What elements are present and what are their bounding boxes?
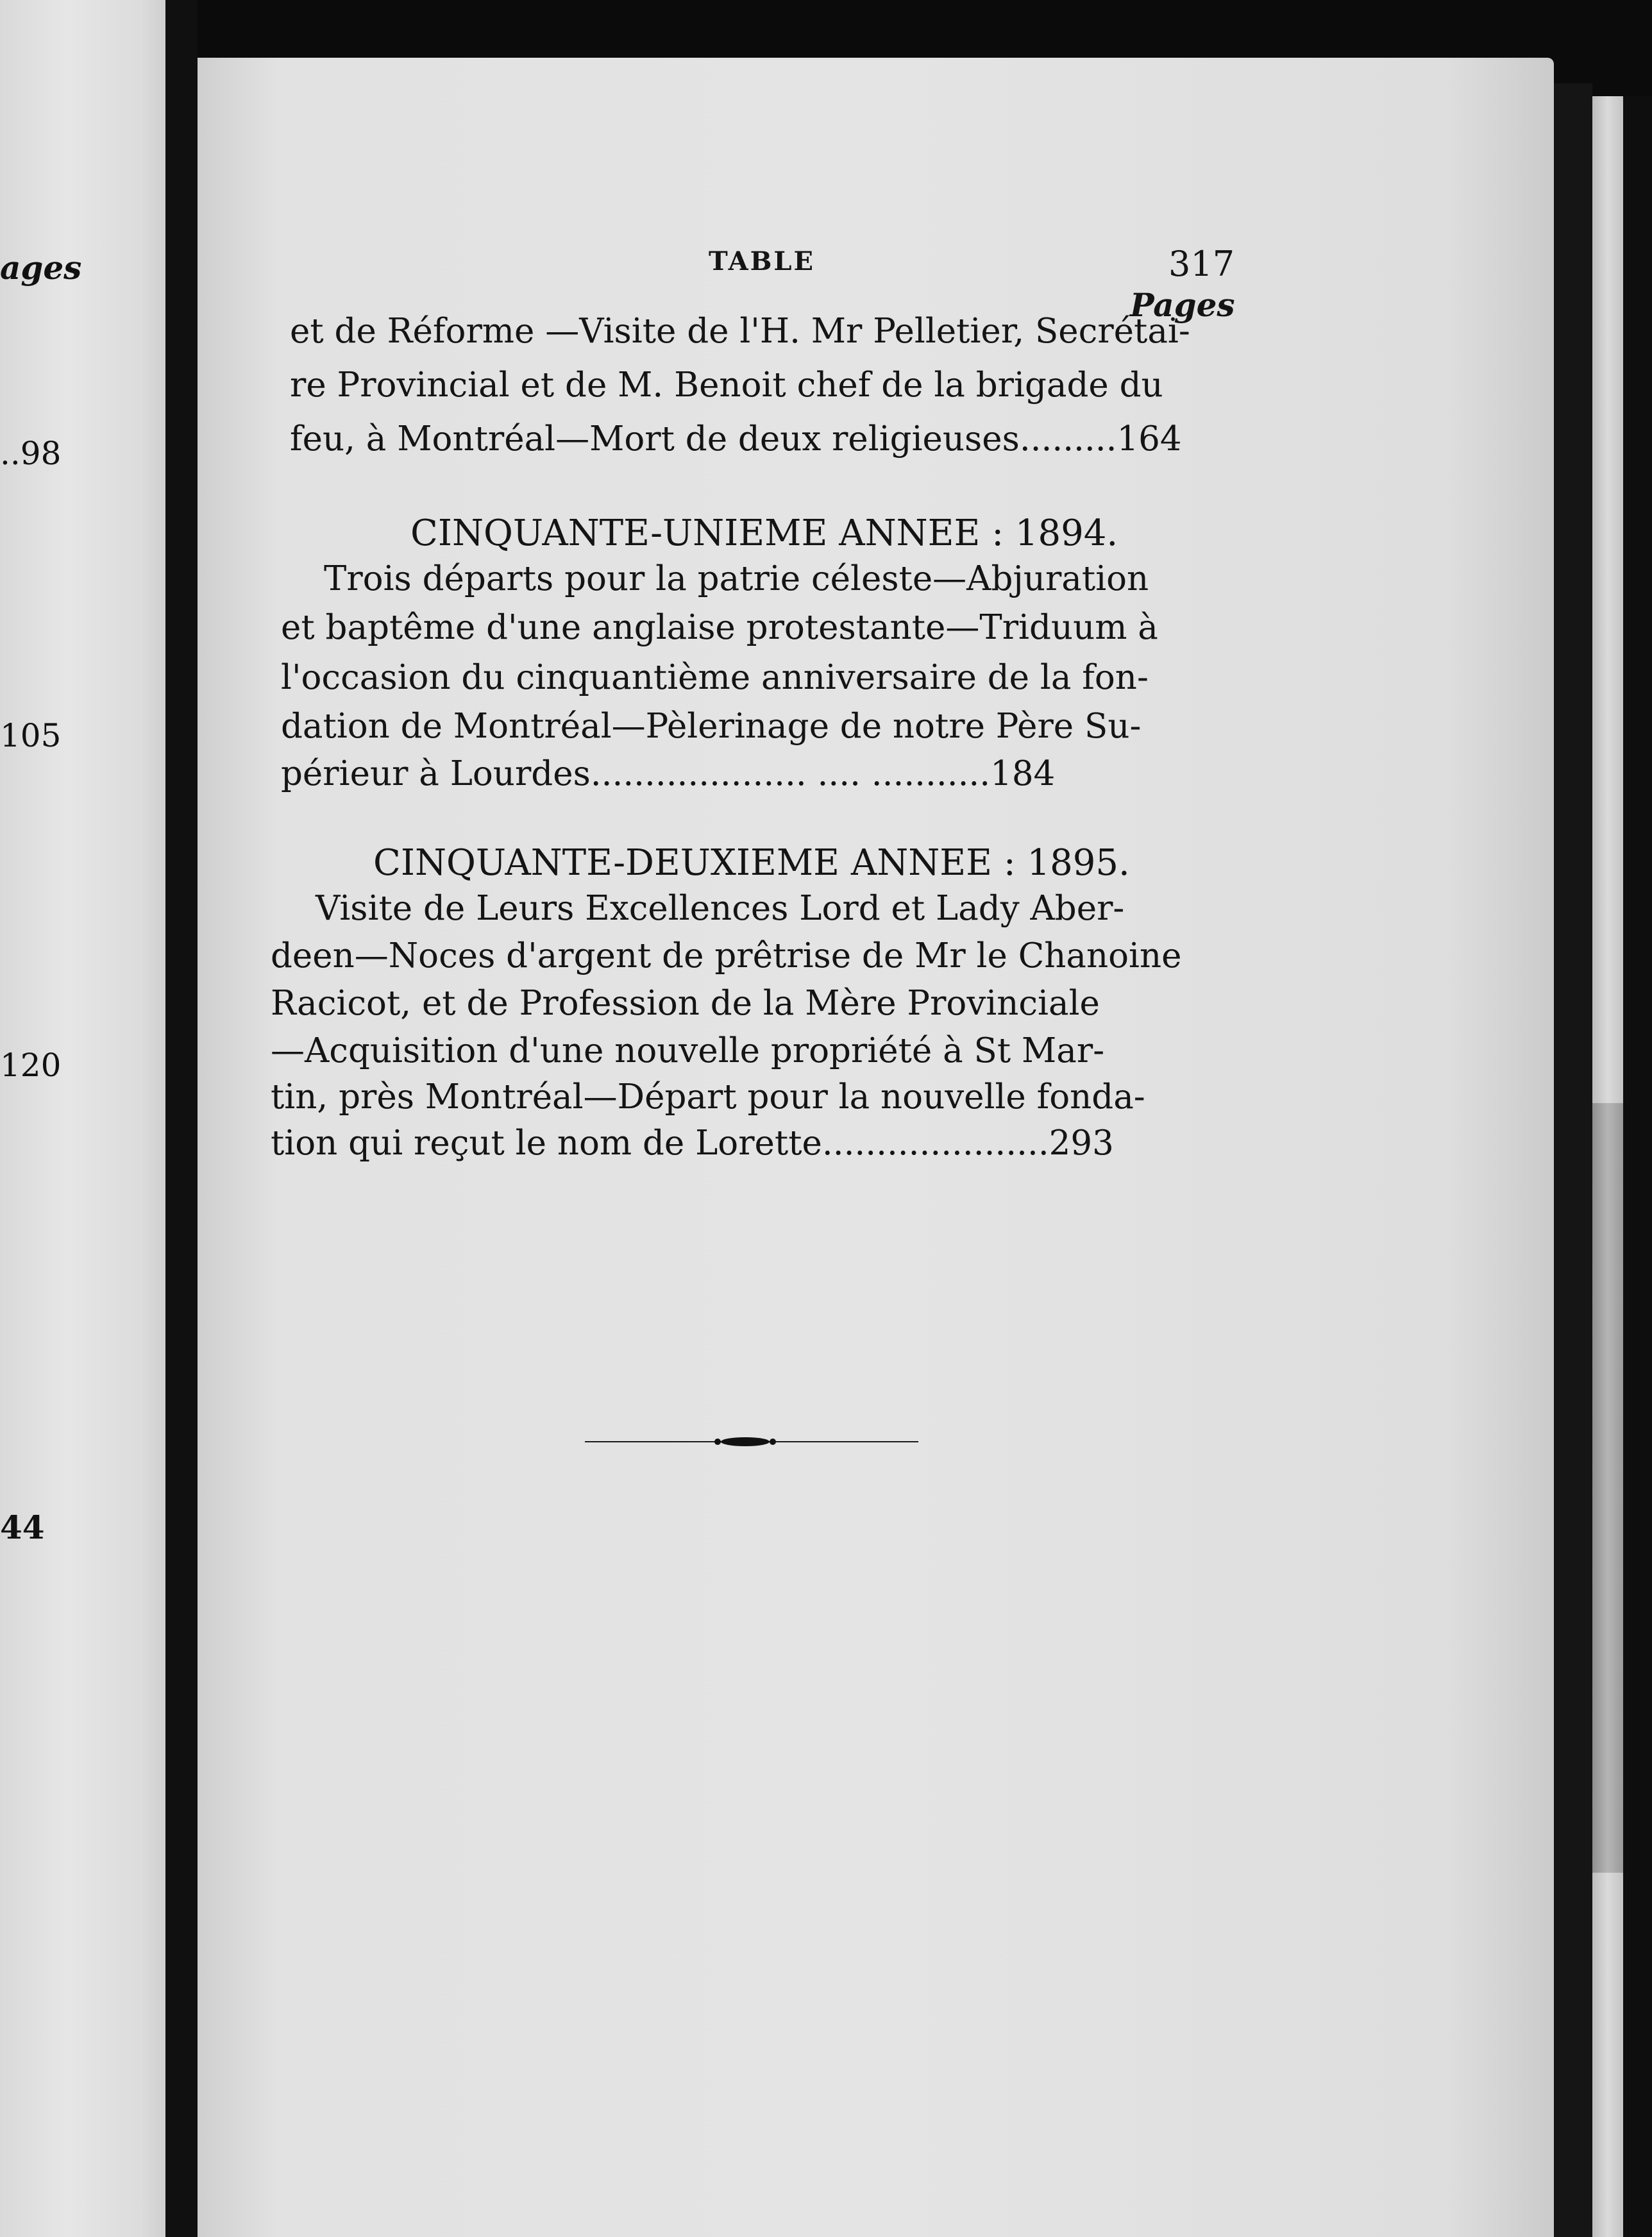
section-heading-1894: CINQUANTE-UNIEME ANNEE : 1894. (410, 512, 1118, 554)
toc-entry-line: et de Réforme —Visite de l'H. Mr Pelletier, Secrétai- (290, 312, 1190, 351)
left-page-number-fragment: 105 (0, 717, 62, 754)
toc-entry-line: dation de Montréal—Pèlerinage de notre Père Su- (281, 707, 1142, 746)
toc-entry-line: Racicot, et de Profession de la Mère Provinciale (271, 984, 1100, 1023)
pages-column-heading: Pages (1130, 286, 1235, 324)
toc-entry-line: feu, à Montréal—Mort de deux religieuses.........164 (290, 419, 1182, 459)
book-cover-edge (1623, 96, 1652, 2237)
left-page-number-fragment: ..98 (0, 435, 62, 472)
left-page-edge (0, 0, 165, 2237)
running-title: TABLE (709, 246, 816, 276)
book-gutter (165, 0, 198, 2237)
toc-entry-line: tin, près Montréal—Départ pour la nouvelle fonda- (271, 1077, 1145, 1117)
toc-entry-line: tion qui reçut le nom de Lorette.....................293 (271, 1124, 1114, 1163)
section-heading-1895: CINQUANTE-DEUXIEME ANNEE : 1895. (373, 842, 1130, 884)
ornamental-divider (585, 1429, 918, 1455)
toc-entry-line: deen—Noces d'argent de prêtrise de Mr le Chanoine (271, 936, 1182, 975)
page-edge-shadow (1554, 83, 1592, 2237)
toc-entry-line: et baptême d'une anglaise protestante—Triduum à (281, 608, 1158, 647)
left-page-pages-fragment: ages (0, 249, 82, 287)
page-number: 317 (1168, 244, 1235, 284)
toc-entry-line: Visite de Leurs Excellences Lord et Lady Aber- (316, 889, 1125, 928)
toc-entry-line: re Provincial et de M. Benoit chef de la brigade du (290, 366, 1163, 405)
page-stack-band (1592, 1103, 1623, 1873)
toc-entry-line: —Acquisition d'une nouvelle propriété à St Mar- (271, 1031, 1105, 1070)
toc-entry-line: Trois départs pour la patrie céleste—Abjuration (324, 559, 1149, 598)
toc-entry-line: périeur à Lourdes.................... .... ...........184 (281, 754, 1056, 793)
toc-entry-line: l'occasion du cinquantième anniversaire de la fon- (281, 658, 1149, 697)
left-page-number-fragment: 44 (0, 1508, 45, 1546)
left-page-number-fragment: 120 (0, 1047, 62, 1084)
